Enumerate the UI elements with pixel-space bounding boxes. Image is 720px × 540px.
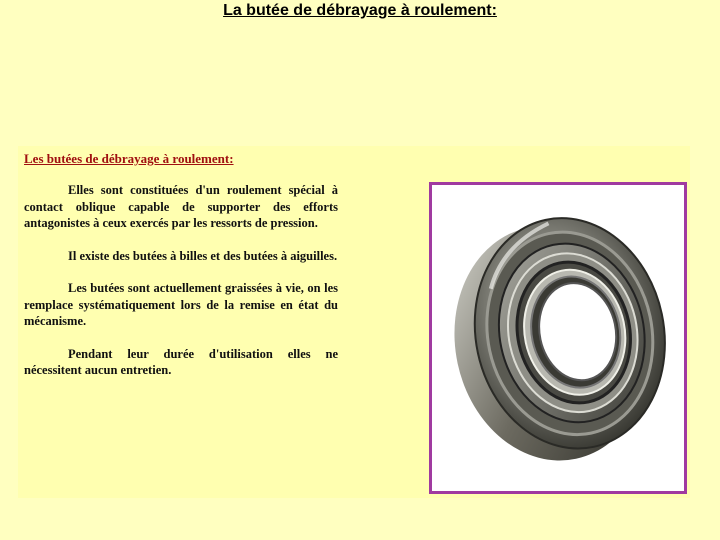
paragraph-maintenance: Pendant leur durée d'utilisation elles ne nécessitent aucun entretien.	[24, 346, 338, 377]
bearing-photo	[432, 185, 684, 491]
paragraph-lubrication: Les butées sont actuellement graissées à vie, on les remplace systématiquement lors de la remise en état du mécanisme.	[24, 281, 338, 328]
paragraph-construction: Elles sont constituées d'un roulement spécial à contact oblique capable de supporter des efforts antagonistes à ceux exercés par les ressorts de pression.	[24, 183, 338, 230]
paragraph-types: Il existe des butées à billes et des butées à aiguilles.	[68, 248, 338, 263]
panel-heading: Les butées de débrayage à roulement:	[24, 151, 234, 166]
slide-title: La butée de débrayage à roulement:	[223, 2, 497, 19]
panel-body	[24, 182, 338, 395]
bearing-photo-frame	[429, 182, 687, 494]
